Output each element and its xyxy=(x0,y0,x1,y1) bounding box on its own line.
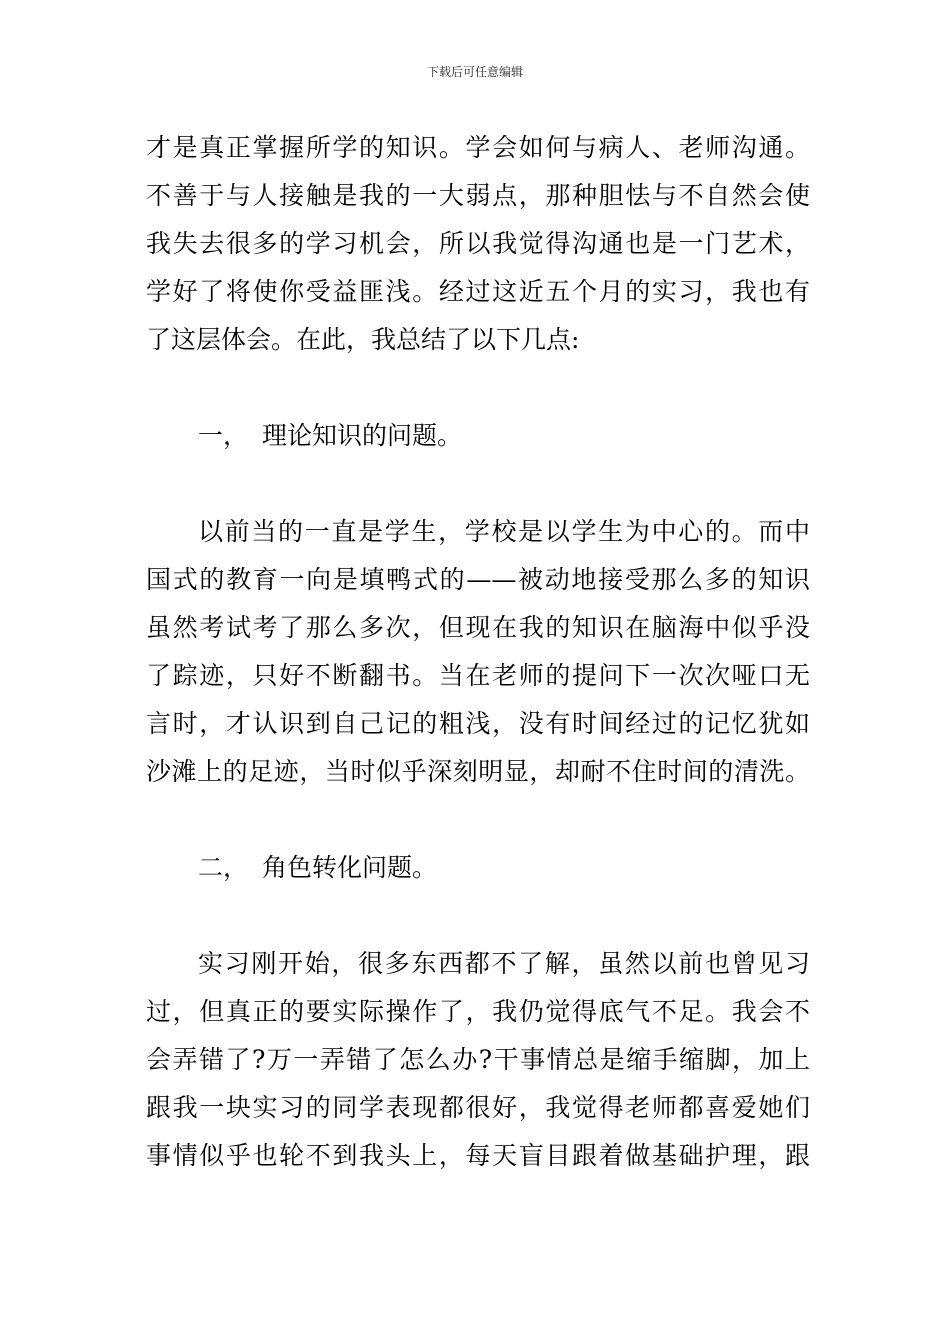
paragraph-line: 实习刚开始，很多东西都不了解，虽然以前也曾见习 xyxy=(198,949,810,978)
paragraph-line: 以前当的一直是学生，学校是以学生为中心的。而中 xyxy=(198,517,810,546)
paragraph-line: 虽然考试考了那么多次，但现在我的知识在脑海中似乎没 xyxy=(146,613,810,642)
paragraph-line: 学好了将使你受益匪浅。经过这近五个月的实习，我也有 xyxy=(146,277,810,306)
section-heading-1 xyxy=(146,412,810,460)
section-number: 一， xyxy=(198,421,249,450)
paragraph-line: 才是真正掌握所学的知识。学会如何与病人、老师沟通。 xyxy=(146,133,810,162)
document-body xyxy=(146,124,810,1180)
blank-line xyxy=(146,364,810,412)
section-heading-2 xyxy=(146,844,810,892)
paragraph-line: 过，但真正的要实际操作了，我仍觉得底气不足。我会不 xyxy=(146,997,810,1026)
section-number: 二， xyxy=(198,853,249,882)
paragraph-line: 了这层体会。在此，我总结了以下几点: xyxy=(146,325,580,354)
paragraph-line: 事情似乎也轮不到我头上，每天盲目跟着做基础护理，跟 xyxy=(146,1141,810,1170)
blank-line xyxy=(146,460,810,508)
section-title: 理论知识的问题。 xyxy=(262,421,463,450)
paragraph-1 xyxy=(146,124,810,364)
paragraph-line: 沙滩上的足迹，当时似乎深刻明显，却耐不住时间的清洗。 xyxy=(146,757,810,786)
paragraph-line: 我失去很多的学习机会，所以我觉得沟通也是一门艺术， xyxy=(146,229,810,258)
page-header-note: 下载后可任意编辑 xyxy=(426,65,523,79)
paragraph-line: 跟我一块实习的同学表现都很好，我觉得老师都喜爱她们 xyxy=(146,1093,810,1122)
paragraph-line: 会弄错了?万一弄错了怎么办?干事情总是缩手缩脚，加上 xyxy=(146,1045,810,1074)
paragraph-line: 不善于与人接触是我的一大弱点，那种胆怯与不自然会使 xyxy=(146,181,810,210)
section-title: 角色转化问题。 xyxy=(262,853,438,882)
paragraph-line: 国式的教育一向是填鸭式的——被动地接受那么多的知识 xyxy=(146,565,810,594)
paragraph-line: 言时，才认识到自己记的粗浅，没有时间经过的记忆犹如 xyxy=(146,709,810,738)
blank-line xyxy=(146,892,810,940)
paragraph-2 xyxy=(146,508,810,796)
paragraph-line: 了踪迹，只好不断翻书。当在老师的提问下一次次哑口无 xyxy=(146,661,810,690)
paragraph-3 xyxy=(146,940,810,1180)
blank-line xyxy=(146,796,810,844)
